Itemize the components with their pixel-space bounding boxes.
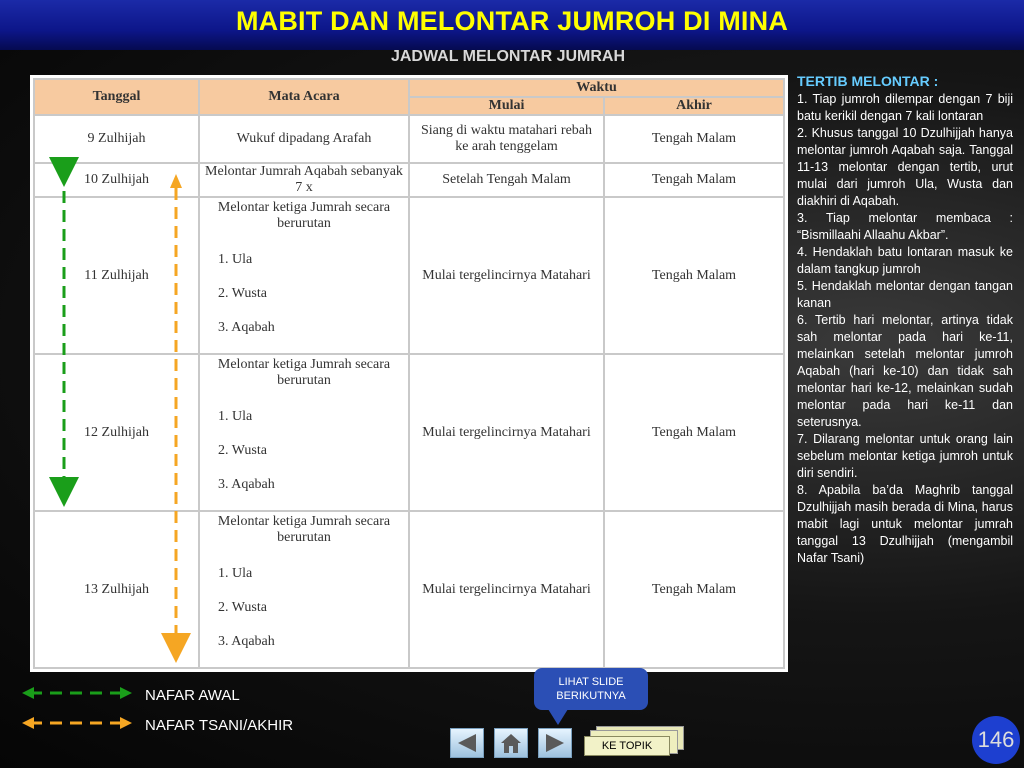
acara-text: Melontar ketiga Jumrah secara berurutan xyxy=(217,200,391,231)
cell-acara xyxy=(199,197,409,354)
tertib-point: 3. Tiap melontar membaca : “Bismillaahi Allaahu Akbar”. xyxy=(797,211,1013,242)
cell-acara xyxy=(199,354,409,511)
schedule-table xyxy=(33,78,785,669)
ke-topik-button[interactable] xyxy=(580,726,686,756)
page-number-badge: 146 xyxy=(972,716,1020,764)
legend-nafar-awal-label: NAFAR AWAL xyxy=(145,687,240,704)
tertib-heading: TERTIB MELONTAR : xyxy=(797,73,939,89)
legend-nafar-awal-arrow xyxy=(22,687,132,699)
cell-mulai: Siang di waktu matahari rebah ke arah tenggelam xyxy=(409,115,604,163)
legend-nafar-tsani-label: NAFAR TSANI/AKHIR xyxy=(145,717,294,734)
header-mata-acara: Mata Acara xyxy=(199,79,409,115)
next-slide-button[interactable] xyxy=(538,728,572,758)
legend-nafar-tsani-arrow xyxy=(22,717,132,729)
header-tanggal: Tanggal xyxy=(34,79,199,115)
cell-acara: Wukuf dipadang Arafah xyxy=(199,115,409,163)
legend-arrows xyxy=(20,682,140,742)
cell-mulai: Mulai tergelincirnya Matahari xyxy=(409,511,604,668)
arrow-right-icon xyxy=(544,733,566,753)
list-item: 1. Ula xyxy=(218,566,253,581)
tertib-point: 2. Khusus tanggal 10 Dzulhijjah hanya melontar jumroh Aqabah saja. Tanggal 11-13 melontar dengan tertib, urut mulai dari jumroh Ula, Wusta dan diakhiri di Aqabah. xyxy=(797,126,1013,208)
home-icon xyxy=(499,732,523,754)
page-subtitle: JADWAL MELONTAR JUMRAH xyxy=(390,48,626,65)
tertib-point: 8. Apabila ba’da Maghrib tanggal Dzulhijjah masih berada di Mina, harus mabit lagi untuk melontar jumrah tanggal 13 Dzulhijjah (mengambil Nafar Tsani) xyxy=(797,483,1013,565)
list-item: 1. Ula xyxy=(218,252,253,267)
cell-akhir: Tengah Malam xyxy=(604,511,784,668)
list-item: 2. Wusta xyxy=(218,600,267,615)
callout-tail xyxy=(548,709,568,725)
cell-tanggal: 11 Zulhijah xyxy=(34,197,199,354)
home-button[interactable] xyxy=(494,728,528,758)
acara-text: Melontar ketiga Jumrah secara berurutan xyxy=(217,514,391,545)
cell-mulai: Mulai tergelincirnya Matahari xyxy=(409,354,604,511)
tertib-melontar-panel xyxy=(797,73,1013,567)
prev-slide-button[interactable] xyxy=(450,728,484,758)
list-item: 3. Aqabah xyxy=(218,634,275,649)
list-item: 2. Wusta xyxy=(218,443,267,458)
cell-akhir: Tengah Malam xyxy=(604,197,784,354)
cell-akhir: Tengah Malam xyxy=(604,354,784,511)
arrow-left-icon xyxy=(456,733,478,753)
tertib-point: 7. Dilarang melontar untuk orang lain sebelum melontar ketiga jumroh untuk diri sendiri. xyxy=(797,432,1013,480)
cell-tanggal: 12 Zulhijah xyxy=(34,354,199,511)
list-item: 3. Aqabah xyxy=(218,320,275,335)
cell-tanggal: 9 Zulhijah xyxy=(34,115,199,163)
ke-topik-label: KE TOPIK xyxy=(584,736,670,756)
page-title: MABIT DAN MELONTAR JUMROH DI MINA xyxy=(235,6,789,36)
cell-acara: Melontar Jumrah Aqabah sebanyak 7 x xyxy=(199,163,409,197)
table-row xyxy=(34,115,784,163)
cell-mulai: Mulai tergelincirnya Matahari xyxy=(409,197,604,354)
tertib-point: 4. Hendaklah batu lontaran masuk ke dalam tangkup jumroh xyxy=(797,245,1013,276)
list-item: 3. Aqabah xyxy=(218,477,275,492)
table-row xyxy=(34,354,784,511)
table-row xyxy=(34,511,784,668)
schedule-table-panel xyxy=(30,75,788,672)
cell-akhir: Tengah Malam xyxy=(604,163,784,197)
tertib-point: 6. Tertib hari melontar, artinya tidak sah melontar pada hari ke-11, melainkan setelah melontar jumroh Aqabah (hari ke-10) dan tidak sah melontar hari ke-12, melainkan sudah melontar pada hari ke-11 dan seterusnya. xyxy=(797,313,1013,429)
tertib-point: 1. Tiap jumroh dilempar dengan 7 biji batu kerikil dengan 7 kali lontaran xyxy=(797,92,1013,123)
header-akhir: Akhir xyxy=(604,97,784,115)
table-row xyxy=(34,163,784,197)
tertib-point: 5. Hendaklah melontar dengan tangan kanan xyxy=(797,279,1013,310)
cell-tanggal: 10 Zulhijah xyxy=(34,163,199,197)
jumrah-list xyxy=(204,252,404,336)
list-item: 1. Ula xyxy=(218,409,253,424)
table-row xyxy=(34,197,784,354)
cell-tanggal: 13 Zulhijah xyxy=(34,511,199,668)
header-waktu: Waktu xyxy=(409,79,784,97)
header-mulai: Mulai xyxy=(409,97,604,115)
jumrah-list xyxy=(204,566,404,650)
cell-akhir: Tengah Malam xyxy=(604,115,784,163)
acara-text: Melontar ketiga Jumrah secara berurutan xyxy=(217,357,391,388)
next-slide-callout: LIHAT SLIDE BERIKUTNYA xyxy=(534,668,648,710)
list-item: 2. Wusta xyxy=(218,286,267,301)
cell-mulai: Setelah Tengah Malam xyxy=(409,163,604,197)
cell-acara xyxy=(199,511,409,668)
jumrah-list xyxy=(204,409,404,493)
